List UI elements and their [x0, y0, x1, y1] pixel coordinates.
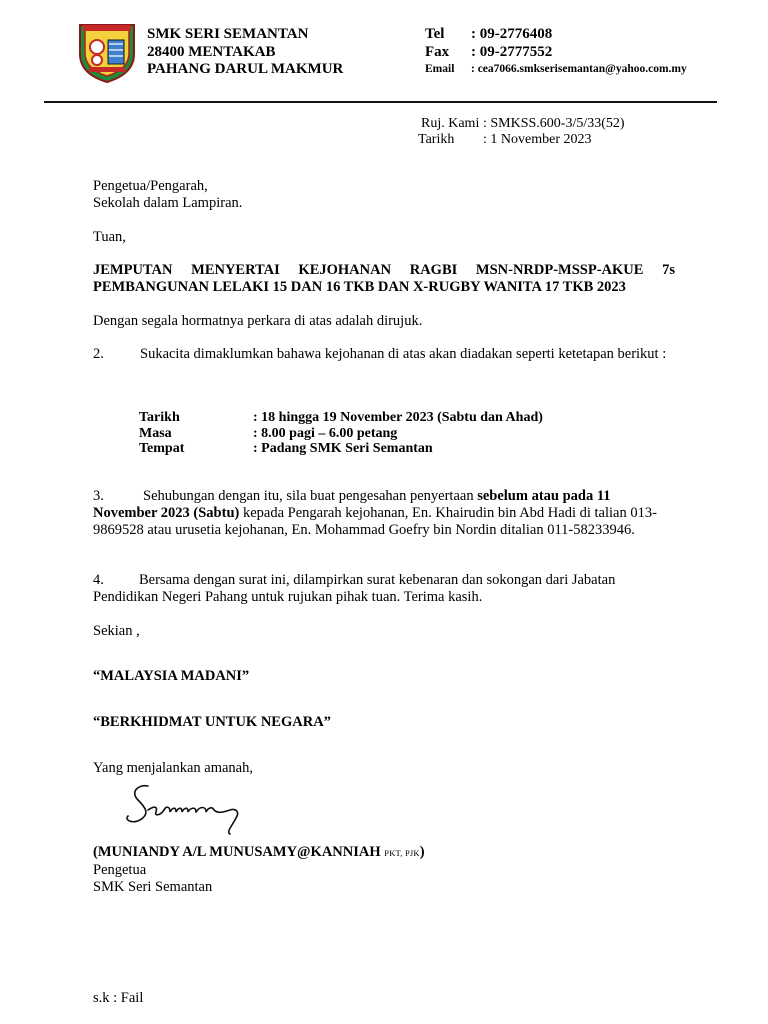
closing: Sekian ,: [93, 623, 140, 639]
subject-line1: JEMPUTAN MENYERTAI KEJOHANAN RAGBI MSN-NRDP-MSSP-AKUE 7s: [93, 262, 675, 278]
school-postcode-town: 28400 MENTAKAB: [147, 43, 276, 60]
paragraph-2: [93, 346, 675, 363]
detail-label: Tempat: [139, 441, 185, 456]
paragraph-4: [93, 572, 683, 606]
email-label: Email: [425, 63, 455, 75]
school-state: PAHANG DARUL MAKMUR: [147, 61, 344, 77]
school-crest-icon: [77, 20, 137, 84]
event-details: [139, 410, 543, 457]
school-name: SMK SERI SEMANTAN: [147, 26, 309, 42]
fax-value: : 09-2777552: [471, 43, 553, 60]
detail-row-venue: [139, 441, 543, 457]
slogan-malaysia-madani: “MALAYSIA MADANI”: [93, 668, 250, 684]
contact-info: [425, 26, 687, 79]
detail-value: : Padang SMK Seri Semantan: [253, 441, 433, 456]
signatory-name: (MUNIANDY A/L MUNUSAMY@KANNIAH: [93, 844, 381, 860]
subject: [93, 262, 675, 296]
slogan-berkhidmat: “BERKHIDMAT UNTUK NEGARA”: [93, 714, 331, 730]
subject-line2: PEMBANGUNAN LELAKI 15 DAN 16 TKB DAN X-RUGBY WANITA 17 TKB 2023: [93, 279, 626, 295]
sign-off: Yang menjalankan amanah,: [93, 760, 253, 776]
detail-label: Tarikh: [139, 410, 180, 425]
signatory-school: SMK Seri Semantan: [93, 879, 213, 895]
paragraph-3-text-a: Sehubungan dengan itu, sila buat pengesahan penyertaan: [143, 488, 478, 504]
detail-value: : 8.00 pagi – 6.00 petang: [253, 425, 398, 441]
handwritten-signature: [118, 776, 258, 838]
signatory-name-line: [93, 844, 675, 862]
signatory-close-paren: ): [419, 844, 425, 860]
paragraph-3: [93, 488, 673, 539]
ref-value: : SMKSS.600-3/5/33(52): [483, 116, 625, 131]
detail-label: Masa: [139, 425, 172, 441]
signatory-block: [93, 844, 675, 896]
tel-value: : 09-2776408: [471, 26, 553, 42]
salutation: Tuan,: [93, 229, 126, 245]
detail-row-time: [139, 426, 543, 442]
header-divider: [44, 101, 717, 103]
email-value: : cea7066.smkserisemantan@yahoo.com.my: [471, 63, 687, 75]
paragraph-1: Dengan segala hormatnya perkara di atas adalah dirujuk.: [93, 313, 423, 329]
school-address: [147, 26, 343, 79]
date-label: Tarikh: [418, 132, 455, 147]
signatory-honours: PKT, PJK: [384, 848, 420, 858]
tel-label: Tel: [425, 26, 445, 42]
paragraph-2-number: 2.: [93, 346, 104, 362]
recipient-line1: Pengetua/Pengarah,: [93, 178, 208, 194]
paragraph-3-number: 3.: [93, 488, 104, 504]
detail-row-date: [139, 410, 543, 426]
fax-label: Fax: [425, 43, 450, 60]
date-value: : 1 November 2023: [483, 132, 592, 147]
recipient: [93, 178, 675, 212]
recipient-line2: Sekolah dalam Lampiran.: [93, 195, 243, 211]
paragraph-4-text: Bersama dengan surat ini, dilampirkan surat kebenaran dan sokongan dari Jabatan Pendidikan Negeri Pahang untuk rujukan pihak tuan. Terima kasih.: [93, 572, 616, 605]
reference-block: [418, 116, 625, 148]
paragraph-4-number: 4.: [93, 572, 104, 588]
signatory-title: Pengetua: [93, 862, 147, 878]
paragraph-3-deadline: sebelum atau pada 11 November 2023 (Sabtu): [93, 488, 611, 521]
ref-label: Ruj. Kami: [421, 116, 480, 131]
carbon-copy: s.k : Fail: [93, 990, 144, 1006]
paragraph-3-text-b: kepada Pengarah kejohanan, En. Khairudin bin Abd Hadi di talian 013-9869528 atau urusetia kejohanan, En. Mohammad Goefry bin Nordin ditalian 011-58233946.: [93, 505, 657, 538]
paragraph-2-text: Sukacita dimaklumkan bahawa kejohanan di atas akan diadakan seperti ketetapan berikut :: [140, 346, 667, 362]
detail-value: : 18 hingga 19 November 2023 (Sabtu dan Ahad): [253, 410, 543, 425]
